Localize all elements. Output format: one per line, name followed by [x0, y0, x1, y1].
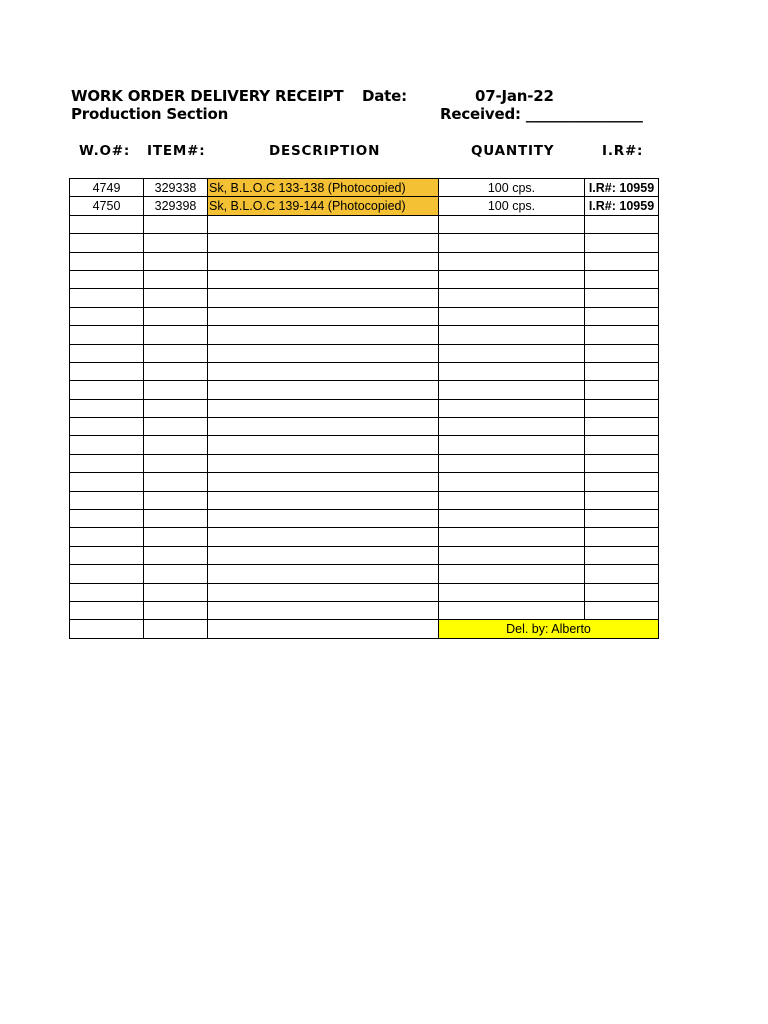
empty-cell [70, 418, 144, 436]
empty-row [70, 454, 659, 472]
empty-cell [585, 215, 659, 233]
empty-cell [70, 454, 144, 472]
empty-cell [144, 399, 208, 417]
empty-cell [208, 252, 439, 270]
table-row [70, 179, 659, 197]
empty-cell [144, 362, 208, 380]
date-label: Date: [362, 87, 407, 105]
empty-cell [70, 510, 144, 528]
cell-wo: 4749 [70, 179, 144, 197]
empty-cell [585, 344, 659, 362]
empty-cell [585, 601, 659, 619]
empty-cell [439, 491, 585, 509]
empty-cell [208, 546, 439, 564]
empty-cell [585, 546, 659, 564]
cell-ir: I.R#: 10959 [585, 197, 659, 215]
col-header-quantity: QUANTITY [471, 143, 555, 159]
empty-cell [439, 436, 585, 454]
empty-cell [439, 215, 585, 233]
empty-cell [208, 454, 439, 472]
empty-cell [144, 215, 208, 233]
empty-cell [70, 601, 144, 619]
empty-cell [439, 381, 585, 399]
empty-cell [585, 381, 659, 399]
empty-cell [208, 307, 439, 325]
cell-wo: 4750 [70, 197, 144, 215]
empty-cell [439, 454, 585, 472]
empty-cell [208, 215, 439, 233]
empty-cell [439, 473, 585, 491]
empty-cell [208, 436, 439, 454]
empty-row [70, 289, 659, 307]
empty-row [70, 362, 659, 380]
empty-cell [585, 436, 659, 454]
empty-cell [439, 583, 585, 601]
empty-cell [208, 491, 439, 509]
empty-cell [70, 252, 144, 270]
empty-row [70, 436, 659, 454]
empty-cell [70, 307, 144, 325]
empty-cell [208, 270, 439, 288]
empty-row [70, 583, 659, 601]
empty-row [70, 601, 659, 619]
col-header-description: DESCRIPTION [269, 143, 381, 159]
document-title: WORK ORDER DELIVERY RECEIPT [71, 87, 344, 105]
empty-cell [208, 528, 439, 546]
empty-cell [585, 418, 659, 436]
cell-item: 329338 [144, 179, 208, 197]
empty-cell [585, 565, 659, 583]
empty-cell [585, 510, 659, 528]
col-header-ir: I.R#: [602, 143, 644, 159]
empty-cell [144, 326, 208, 344]
cell-quantity: 100 cps. [439, 179, 585, 197]
empty-cell [70, 620, 144, 638]
empty-cell [144, 307, 208, 325]
empty-row [70, 326, 659, 344]
empty-cell [144, 473, 208, 491]
empty-cell [439, 307, 585, 325]
empty-cell [144, 252, 208, 270]
col-header-wo: W.O#: [79, 143, 131, 159]
table-row [70, 197, 659, 215]
empty-cell [208, 344, 439, 362]
empty-cell [585, 583, 659, 601]
cell-description: Sk, B.L.O.C 139-144 (Photocopied) [208, 197, 439, 215]
empty-cell [439, 510, 585, 528]
cell-quantity: 100 cps. [439, 197, 585, 215]
empty-cell [208, 418, 439, 436]
empty-cell [144, 270, 208, 288]
empty-row [70, 399, 659, 417]
empty-cell [439, 234, 585, 252]
empty-cell [208, 510, 439, 528]
empty-cell [70, 234, 144, 252]
empty-cell [585, 491, 659, 509]
empty-cell [70, 399, 144, 417]
delivered-by-cell: Del. by: Alberto [439, 620, 659, 638]
empty-cell [70, 436, 144, 454]
empty-cell [144, 381, 208, 399]
empty-row [70, 510, 659, 528]
empty-row [70, 252, 659, 270]
empty-cell [585, 399, 659, 417]
cell-ir: I.R#: 10959 [585, 179, 659, 197]
empty-cell [144, 546, 208, 564]
empty-row [70, 473, 659, 491]
empty-cell [70, 546, 144, 564]
empty-cell [585, 270, 659, 288]
cell-item: 329398 [144, 197, 208, 215]
empty-cell [439, 399, 585, 417]
empty-cell [585, 454, 659, 472]
empty-cell [585, 362, 659, 380]
empty-cell [439, 362, 585, 380]
empty-cell [439, 528, 585, 546]
col-header-item: ITEM#: [147, 143, 206, 159]
empty-cell [144, 565, 208, 583]
empty-cell [585, 528, 659, 546]
empty-cell [144, 344, 208, 362]
empty-cell [70, 491, 144, 509]
empty-cell [208, 362, 439, 380]
empty-cell [585, 326, 659, 344]
empty-row [70, 546, 659, 564]
section-name: Production Section [71, 105, 229, 123]
empty-cell [208, 399, 439, 417]
empty-row [70, 344, 659, 362]
empty-cell [439, 326, 585, 344]
delivery-table [69, 178, 659, 639]
empty-cell [144, 583, 208, 601]
empty-row [70, 381, 659, 399]
empty-cell [70, 565, 144, 583]
empty-cell [439, 565, 585, 583]
empty-cell [208, 620, 439, 638]
empty-cell [439, 546, 585, 564]
empty-cell [70, 583, 144, 601]
empty-cell [144, 510, 208, 528]
empty-cell [439, 270, 585, 288]
empty-cell [585, 307, 659, 325]
cell-description: Sk, B.L.O.C 133-138 (Photocopied) [208, 179, 439, 197]
empty-cell [585, 252, 659, 270]
empty-row [70, 215, 659, 233]
empty-cell [208, 381, 439, 399]
empty-cell [439, 601, 585, 619]
empty-row [70, 234, 659, 252]
empty-cell [144, 418, 208, 436]
empty-cell [439, 418, 585, 436]
empty-row [70, 565, 659, 583]
empty-cell [208, 473, 439, 491]
empty-row [70, 491, 659, 509]
empty-cell [144, 289, 208, 307]
date-value: 07-Jan-22 [475, 87, 554, 105]
empty-cell [144, 528, 208, 546]
empty-cell [208, 234, 439, 252]
empty-cell [144, 601, 208, 619]
empty-cell [70, 528, 144, 546]
empty-cell [208, 601, 439, 619]
empty-cell [144, 436, 208, 454]
empty-cell [70, 473, 144, 491]
empty-row [70, 528, 659, 546]
empty-cell [70, 362, 144, 380]
empty-cell [70, 289, 144, 307]
empty-row [70, 418, 659, 436]
empty-cell [208, 583, 439, 601]
empty-cell [70, 381, 144, 399]
empty-cell [144, 491, 208, 509]
empty-cell [208, 326, 439, 344]
empty-cell [585, 234, 659, 252]
empty-cell [70, 215, 144, 233]
empty-cell [439, 252, 585, 270]
footer-row [70, 620, 659, 638]
empty-row [70, 270, 659, 288]
empty-cell [208, 289, 439, 307]
empty-cell [144, 234, 208, 252]
empty-row [70, 307, 659, 325]
empty-cell [144, 620, 208, 638]
empty-cell [70, 270, 144, 288]
empty-cell [585, 473, 659, 491]
empty-cell [208, 565, 439, 583]
empty-cell [585, 289, 659, 307]
empty-cell [439, 289, 585, 307]
empty-cell [439, 344, 585, 362]
received-line: Received: ________________ [440, 105, 643, 123]
empty-cell [144, 454, 208, 472]
empty-cell [70, 344, 144, 362]
empty-cell [70, 326, 144, 344]
